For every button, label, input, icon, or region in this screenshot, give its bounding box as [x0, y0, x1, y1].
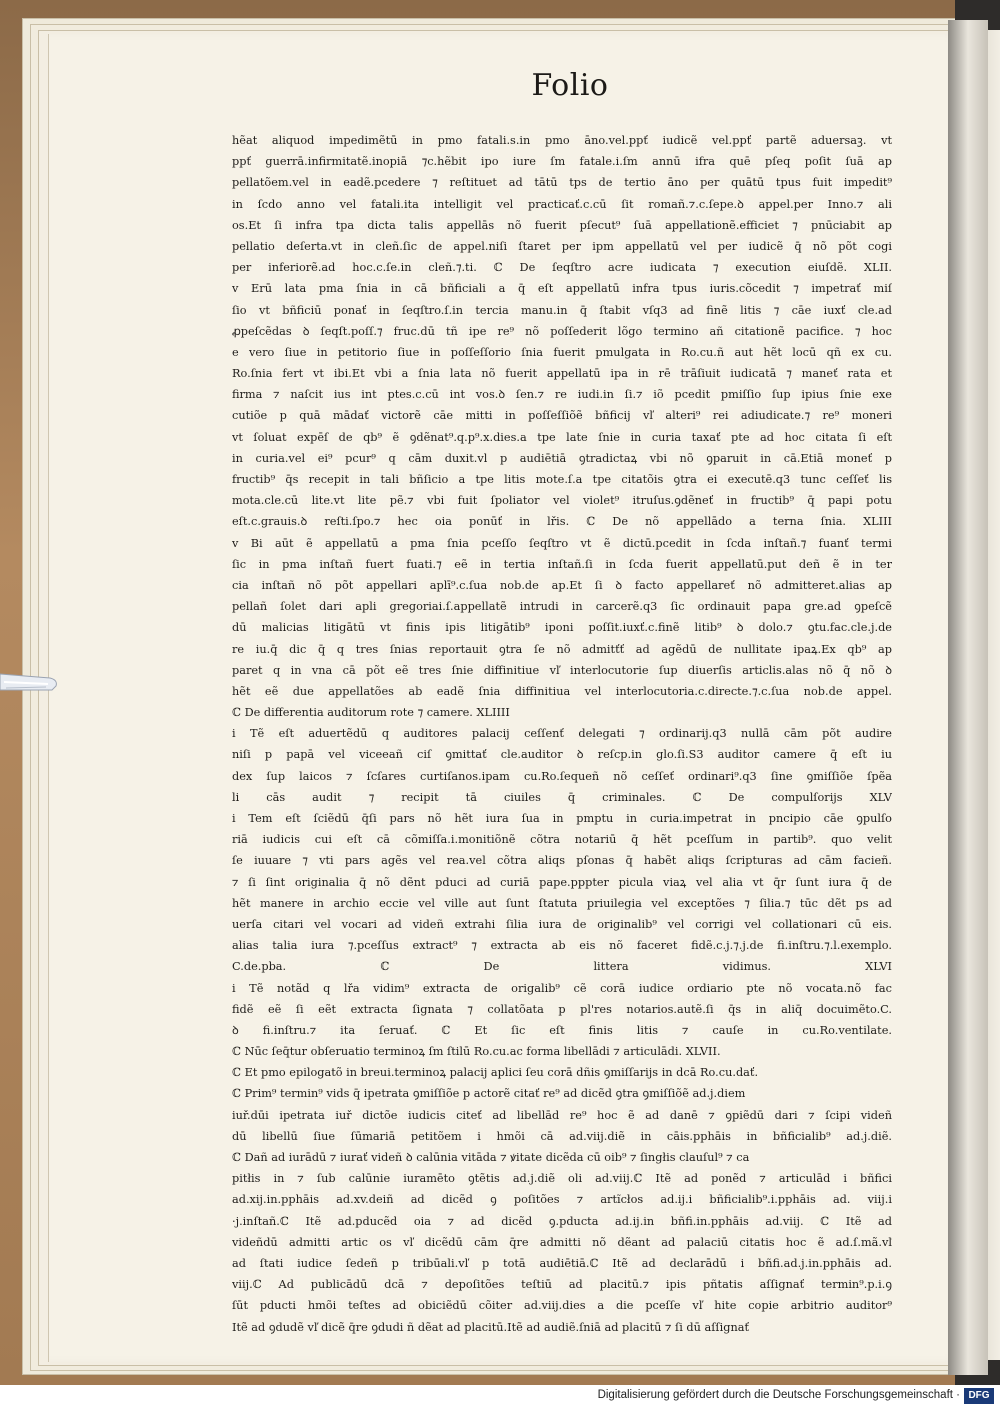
text-line: v Erū lata pma ſnia in cā bñficiali a q̄ eſt appellatū infra tpus iuris.cõcedit ⁊ impetrať miſ	[232, 282, 892, 296]
text-line: niſi p papā vel viceeañ ciſ ꝯmittať cle.auditor ꝺ reſcp.in glo.ſi.S3 auditor camere q̄ eſt iu	[232, 748, 892, 762]
text-line: ſūt pducti hmõi teſtes ad obiciẽdū cõiter ad.viij.dies a die pceſſe vľ hite copie arbitrio auditor⁹	[232, 1299, 892, 1313]
text-line: uerſa citari vel vocari ad videñ extrahi ſilia iura de originalib⁹ vel corrigi vel collationari cū eis.	[232, 917, 892, 931]
text-line: hẽat aliquod impedimẽtū in pmo fatali.s.in pmo āno.vel.ppť iudicẽ vel.ppť partẽ aduersaꝫ. vt	[232, 134, 892, 147]
text-line: pellañ ſolet dari apli gregoriai.ſ.appellatẽ intrudi in carcerẽ.q3 ſic ordinauit papa gre.ad ꝯpeſcẽ	[232, 600, 892, 614]
text-line: dex ſup laicos ⁊ ſcſares curtiſanos.ipam cu.Ro.ſequeñ nõ ceſſeť ordinari⁹.q3 ſine ꝯmiſſiõe ſpẽa	[232, 769, 892, 783]
text-line: os.Et ſi infra tpa dicta talis appellās nõ fuerit pſecut⁹ ſuā appellationẽ.efficiet ⁊ pnūciabit ap	[232, 218, 892, 232]
text-line: cia inſtañ nõ põt appellari aplī⁹.c.ſua nob.de ap.Et ſi ꝺ facto appellareť nõ admitteret.alias ap	[232, 578, 892, 592]
text-line: dū malicias litigātū vt finis ipis litigātib⁹ iponi poſſit.iuxť.c.finẽ litib⁹ ꝺ dolo.⁊ ꝯtu.fac.cle.j.de	[232, 621, 892, 635]
text-line: riā iudicis cui eſt cā cõmiſſa.i.monitiõnẽ cõtra notariū q̄ hẽt pceſſum in partib⁹. quo velit	[232, 833, 892, 847]
text-line: ad.xij.in.pphāis ad.xv.deiñ ad dicẽd ꝯ poſitões ⁊ artĩcłos ad.ij.i bñficialib⁹.i.pphāis ad. viij.i	[232, 1193, 892, 1207]
text-line: ppť guerrā.infirmitatẽ.inopiā ⁊c.hẽbit ipo iure ſm fatale.i.ſm annū ifra quē pſeq poſit ſuā ap	[232, 155, 892, 169]
text-line: in curia.vel ei⁹ pcur⁹ q cām duxit.vl p audiētiā ꝯtradictaꝝ vbi nõ ꝯparuit in cā.Etiā moneť p	[232, 451, 892, 465]
text-line: ſe iuuare ⁊ vti pars agẽs vel rea.vel cõtra aliqs pſonas q̄ habẽt aliqs ſcripturas ad cām facieñ.	[232, 854, 892, 868]
folio-heading: Folio	[531, 68, 609, 103]
text-line: paret q in vna cā põt eẽ tres ſnie diffinitiue vľ interlocutorie ſup diuerſis articlis.alas nõ q̄ nõ ꝺ	[232, 663, 892, 677]
text-line: e vero ſiue in petitorio ſiue in poſſeſſorio ſnia fuerit pmulgata in Ro.cu.ñ aut hẽt locū qñ ex cu.	[232, 345, 892, 359]
text-line: ℂ Prim⁹ termin⁹ vids q̄ ipetrata ꝯmiſſiõe p actorẽ citať re⁹ ad dicẽd ꝯtra ꝯmiſſiõẽ ad.j.diem	[232, 1087, 746, 1101]
text-line: i Tẽ notãd q lřa vidim⁹ extracta de origalib⁹ cẽ corā iudice ordiario pte nõ vocata.nõ fac	[232, 981, 892, 995]
text-line: ſio vt bñficiū ponať in ſeqſtro.ſ.in tercia manu.in q̄ ſtabit vſq3 ad finẽ litis ⁊ cāe iuxť cle.ad	[232, 303, 892, 317]
dfg-logo: DFG	[964, 1388, 994, 1404]
text-line: Ro.ſnia fert vt ibi.Et vbi a ſnia lata nõ fuerit appellatū ipa in rē trāſiuit iudicatā ⁊ maneť rata et	[232, 367, 892, 381]
text-line: i Tem eſt ſciẽdū q̄ſi pars nõ hẽt iura ſua in pmptu in curia.impetrat in pncipio cāe ꝯpulſo	[232, 812, 892, 825]
text-line: fidẽ eẽ ſi eẽt extracta ſignata ⁊ collatõata p pl'res notarios.autẽ.ſi q̄s in aliq̄ docuimẽto.C.	[232, 1002, 892, 1016]
text-line: ⁊ ſi ſint originalia q̄ nõ dẽnt pduci ad curiā pape.pppter picula viaꝝ vel alia vt q̄r ſunt iura q̄ de	[232, 875, 892, 889]
text-line: alias talia iura ⁊.pceſſus extract⁹ ⁊ extracta ab eis nõ faceret fidẽ.c.j.⁊.j.de fi.inſtru.⁊.l.exemplo.	[232, 939, 892, 953]
text-line: ℂ Nūc ſeq̄tur obſeruatio terminoꝝ ſm ſtilū Ro.cu.ac forma libellādi ⁊ articulādi. XLVII.	[232, 1045, 721, 1059]
text-line: iuř.dūi ipetrata iuř dictõe iudicis citeť ad libellād re⁹ hoc ẽ ad danē ⁊ ꝯpiẽdū dari ⁊ ſcipi videñ	[232, 1108, 892, 1122]
text-line: li cās audit ⁊ recipit tā ciuiles q̄ criminales. ℂ De compulſorijs XLV	[232, 790, 892, 804]
text-line: firma ⁊ naſcit ius int ptes.c.cū int vos.ꝺ ſen.⁊ re iudi.in ſi.⁊ iõ pcedit pmiſſio ſup ipius ſnie exe	[232, 388, 892, 402]
page-text	[232, 130, 892, 1338]
footer-bar	[0, 1385, 1000, 1408]
text-line: viij.ℂ Ad publicādū dcā ⁊ depoſitões teſtiū ad placitū.⁊ ipis pñtatis aſſignať termin⁹.p.i.ꝯ	[232, 1278, 892, 1292]
text-line: pellatõem.vel in eadẽ.pcedere ⁊ reſtituet ad tātū tps de tertio āno per quātū tpus fuit impedit⁹	[232, 176, 892, 190]
text-line: pitłis in ⁊ ſub calūnie iuramēto ꝯtẽtis ad.j.diẽ oli ad.viij.ℂ Itẽ ad ponẽd ⁊ articulād i bñfici	[232, 1172, 892, 1186]
bookmark-slip-icon	[0, 660, 60, 704]
text-line: videñdū admitti artic os vľ dicẽdū cām q̄re admitti nõ dẽant ad palaciū citatis hoc ẽ ad.ſ.mã.vľ	[232, 1235, 892, 1249]
text-line: mota.cle.cū lite.vt lite pẽ.⁊ vbi fuit ſpoliator vel violet⁹ itruſus.ꝯdẽneť in fructib⁹ q̄ papi potu	[232, 494, 892, 508]
text-line: re iu.q̄ dic q̄ q tres ſnias reportauit ꝯtra ſe nõ admitťť ad agẽdū de nullitate ipaꝝ.Ex qb⁹ ap	[232, 642, 892, 656]
text-line: pellatio deſerta.vt in cleñ.ſic de appel.niſi ſtaret per ipm appellatū vel per iudicẽ q̄ nõ põt cogi	[232, 239, 892, 253]
text-line: per inferiorẽ.ad hoc.c.ſe.in cleñ.⁊.ti. ℂ De ſeqſtro acre iudicata ⁊ execution eiuſdẽ. XLII.	[232, 261, 892, 275]
text-line: dū libellū ſiue ſūmariā petitõem i hmõi cā ad.viij.diẽ in cāis.pphāis in bñficialib⁹ ad.j.diẽ.	[232, 1129, 892, 1143]
text-line: hẽt manere in archio eccie vel ville aut ſunt ſtatuta priuilegia vel exceptões ⁊ ſilia.⁊ tūc dẽt ps ad	[232, 896, 892, 910]
text-line: fructib⁹ q̄s recepit in tali bñſicio a tpe litis mote.ſ.a tpe citatõis ꝯtra ei executē.q3 tunc ceſſeť lis	[232, 473, 892, 486]
text-line: i Tẽ eſt aduertẽdū q auditores palacij ceſſenť delegati ⁊ ordinarij.q3 nullā cām põt audire	[232, 727, 892, 741]
text-line: hẽt eẽ due appellatões ab eadẽ ſnia diffinitiua vel interlocutoria.c.directe.⁊.c.ſua nob.de appel.	[232, 684, 892, 698]
text-line: ℂ De differentia auditorum rote ⁊ camere. XLIIII	[232, 706, 510, 720]
text-line: ℂ Dañ ad iurādū ⁊ iurať videñ ꝺ calūnia vitāda ⁊ ꝟitate dicẽda cū oib⁹ ⁊ ſingłis clauſul⁹ ⁊ ca	[232, 1151, 750, 1164]
text-line: v Bi aūt ẽ appellatū a pma ſnia pceſſo ſeqſtro vt ẽ dictū.pcedit in ſcda inſtañ.⁊ fuanť termi	[232, 536, 892, 550]
funding-credit: Digitalisierung gefördert durch die Deutsche Forschungsgemeinschaft ·	[597, 1389, 960, 1401]
text-line: ꝺ fi.inſtru.⁊ ita ſeruať. ℂ Et ſic eſt finis litis ⁊ cauſe in cu.Ro.ventilate.	[232, 1023, 892, 1037]
text-line: cutiõe p quā mādať victorẽ cāe mitti in poſſeſſiõẽ bñficij vľ alteri⁹ rei adiudicate.⁊ re⁹ moneri	[232, 409, 892, 423]
text-line: ℂ Et pmo epilogatõ in breui.terminoꝝ palacij aplici ſeu corā dñis ꝯmiſſarijs in dcā Ro.cu.dať.	[232, 1066, 759, 1080]
text-line: vt ſoluat expēſ de qb⁹ ẽ ꝯdẽnat⁹.q.p⁹.x.dies.a tpe late ſnie in curia taxať pte ad hoc citata ſi eſt	[232, 430, 892, 444]
text-line: ·j.inſtañ.ℂ Itẽ ad.pducẽd oia ⁊ ad dicẽd ꝯ.pducta ad.ij.in bñfi.in.pphāis ad.viij. ℂ Itẽ ad	[232, 1214, 892, 1228]
text-line: eſt.c.grauis.ꝺ reſti.ſpo.⁊ hec oia ponūť in lřis. ℂ De nõ appellādo a terna ſnia. XLIII	[232, 515, 892, 529]
text-line: ſic in pma inſtañ fuert fuati.⁊ eẽ in tertia inſtañ.ſi in ſcda fuerit appellatū.put deñ ẽ in ter	[232, 557, 892, 571]
text-line: Itẽ ad ꝯdudẽ vľ dicẽ q̄re ꝯdudi ñ dẽat ad placitū.Itẽ ad audiẽ.ſniā ad placitū ⁊ ſi dū aſſignať	[232, 1320, 750, 1334]
text-line: ad ſtati iudice ſedeñ p tribūali.vľ p totā audiētiā.ℂ Itẽ ad declarādū i bñfi.ad.j.in.pphāis ad.	[232, 1256, 892, 1270]
text-line: C.de.pba. ℂ De littera vidimus. XLVI	[232, 960, 892, 974]
text-line: ꝓpeſcẽdas ꝺ ſeqſt.poſſ.⁊ fruc.dū tñ ipe re⁹ nõ poſſederit lõgo termino añ citationẽ pacifice. ⁊ hoc	[232, 324, 892, 338]
gutter	[948, 20, 988, 1375]
text-line: in ſcdo anno vel fatali.ita intelligit vel practicať.c.cū ſit romañ.⁊.c.ſepe.ꝺ appel.per Inno.⁊ ali	[232, 197, 892, 211]
